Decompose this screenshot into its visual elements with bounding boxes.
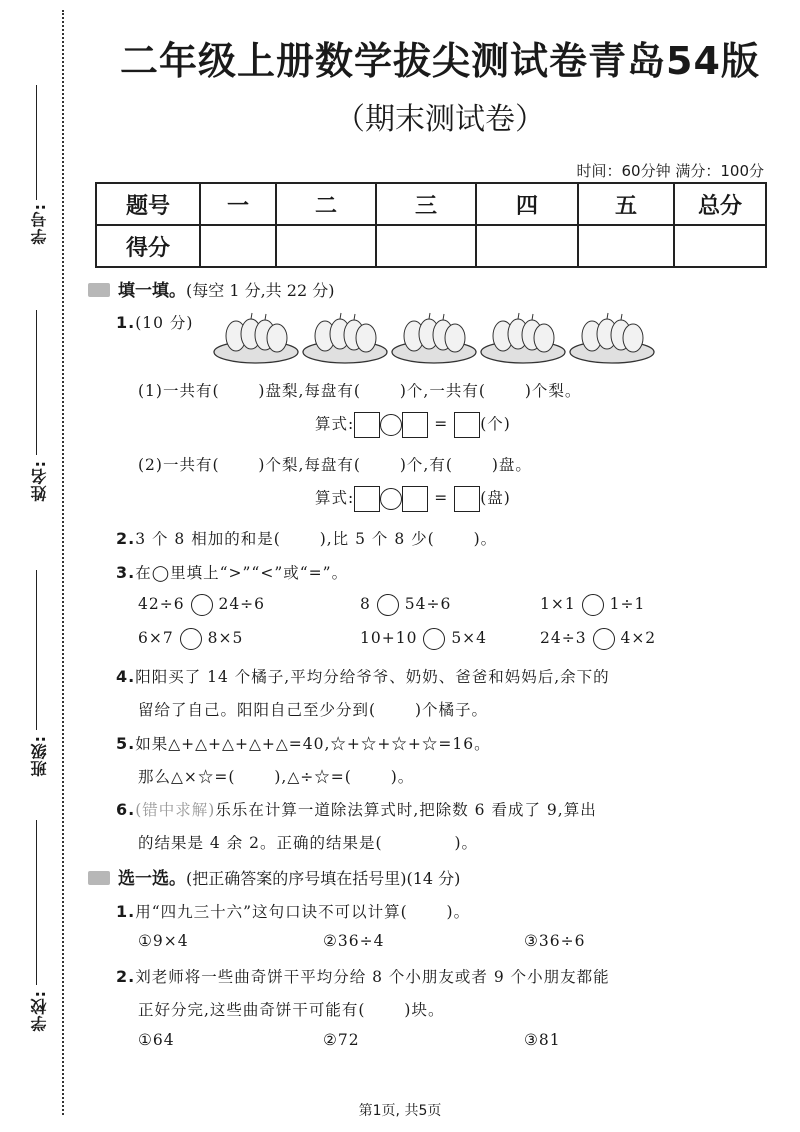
score-table-header-row xyxy=(96,183,766,225)
score-cell[interactable] xyxy=(674,225,766,267)
page-title: 二年级上册数学拔尖测试卷青岛54版 xyxy=(120,39,760,83)
q6 xyxy=(116,798,597,820)
class-line xyxy=(36,570,37,730)
s2-q2-line2: 正好分完,这些曲奇饼干可能有( )块。 xyxy=(138,1001,445,1019)
q4-line2: 留给了自己。阳阳自己至少分到( )个橘子。 xyxy=(138,701,489,719)
q6-line1: 乐乐在计算一道除法算式时,把除数 6 看成了 9,算出 xyxy=(215,801,597,819)
q3 xyxy=(116,561,348,583)
compare-left: 24÷3 xyxy=(540,629,587,647)
binding-strip xyxy=(0,0,75,1132)
formula-label: 算式: xyxy=(315,415,355,433)
score-row-label: 得分 xyxy=(96,225,200,267)
compare-circle[interactable] xyxy=(582,594,604,616)
score-cell[interactable] xyxy=(376,225,476,267)
q4-line1: 阳阳买了 14 个橘子,平均分给爷爷、奶奶、爸爸和妈妈后,余下的 xyxy=(135,668,610,686)
q3-text: 在◯里填上“>”“<”或“=”。 xyxy=(135,564,349,582)
q4-number: 4. xyxy=(116,667,136,686)
section-2-tag xyxy=(88,871,110,885)
q1-formula-1 xyxy=(315,412,511,438)
section-1-note: (每空 1 分,共 22 分) xyxy=(186,281,335,300)
section-1-title: 填一填。 xyxy=(118,281,186,301)
s2-q2-option[interactable]: ②72 xyxy=(323,1031,360,1049)
q2-text: 3 个 8 相加的和是( ),比 5 个 8 少( )。 xyxy=(135,530,498,548)
s2-q2-number: 2. xyxy=(116,967,136,986)
section-1-tag xyxy=(88,283,110,297)
section-2-heading xyxy=(88,864,460,889)
s2-q1-option[interactable]: ②36÷4 xyxy=(323,932,385,950)
q5-number: 5. xyxy=(116,734,136,753)
pear-plate-5 xyxy=(570,313,654,363)
score-cell[interactable] xyxy=(276,225,376,267)
student-id-line xyxy=(36,85,37,200)
pear-plate-4 xyxy=(481,313,565,363)
cut-line xyxy=(62,10,64,1115)
pear-plates-illustration xyxy=(213,308,658,368)
compare-right: 1÷1 xyxy=(609,595,646,613)
section-2-note: (把正确答案的序号填在括号里)(14 分) xyxy=(186,869,461,888)
compare-left: 1×1 xyxy=(540,595,576,613)
page-footer: 第1页, 共5页 xyxy=(358,1103,442,1119)
compare-left: 42÷6 xyxy=(138,595,185,613)
compare-circle[interactable] xyxy=(377,594,399,616)
name-line xyxy=(36,310,37,455)
student-id-label: 学号: xyxy=(30,203,49,245)
score-cell[interactable] xyxy=(578,225,674,267)
answer-box[interactable] xyxy=(454,486,480,512)
score-header-cell: 二 xyxy=(276,183,376,225)
operator-circle[interactable] xyxy=(380,488,402,510)
compare-item xyxy=(138,628,243,650)
score-header-cell: 一 xyxy=(200,183,276,225)
score-table-row xyxy=(96,225,766,267)
score-header-cell: 总分 xyxy=(674,183,766,225)
compare-item xyxy=(540,594,645,616)
pear-plate-1 xyxy=(214,313,298,363)
compare-right: 54÷6 xyxy=(404,595,452,613)
compare-circle[interactable] xyxy=(423,628,445,650)
answer-box[interactable] xyxy=(454,412,480,438)
q1-points: (10 分) xyxy=(135,314,194,332)
q2 xyxy=(116,527,497,549)
score-header-cell: 五 xyxy=(578,183,674,225)
q1-formula-2 xyxy=(315,486,511,512)
q1-part2-text: (2)一共有( )个梨,每盘有( )个,有( )盘。 xyxy=(138,456,532,474)
compare-left: 8 xyxy=(360,595,371,613)
q6-number: 6. xyxy=(116,800,136,819)
class-label: 班级: xyxy=(30,735,49,777)
compare-item xyxy=(540,628,656,650)
formula-label: 算式: xyxy=(315,489,355,507)
answer-box[interactable] xyxy=(402,412,428,438)
q6-line2: 的结果是 4 余 2。正确的结果是( )。 xyxy=(138,834,479,852)
s2-q1 xyxy=(116,900,470,922)
school-field[interactable] xyxy=(14,820,54,1040)
q4 xyxy=(116,665,610,687)
q5-line2: 那么△×☆=( ),△÷☆=( )。 xyxy=(138,768,415,786)
s2-q1-option[interactable]: ③36÷6 xyxy=(524,932,586,950)
school-label: 学校: xyxy=(30,990,49,1032)
score-cell[interactable] xyxy=(476,225,578,267)
s2-q2 xyxy=(116,965,610,987)
page-subtitle: （期末测试卷） xyxy=(335,102,545,137)
time-info: 时间：60分钟 满分：100分 xyxy=(576,162,764,180)
answer-box[interactable] xyxy=(354,486,380,512)
score-table xyxy=(95,182,767,268)
name-label: 姓名: xyxy=(30,460,49,502)
q5-line1: 如果△+△+△+△+△=40,☆+☆+☆+☆=16。 xyxy=(135,735,491,753)
compare-right: 8×5 xyxy=(207,629,244,647)
pear-plate-2 xyxy=(303,313,387,363)
compare-circle[interactable] xyxy=(180,628,202,650)
section-2-title: 选一选。 xyxy=(118,869,186,889)
compare-right: 24÷6 xyxy=(218,595,266,613)
q1-number: 1. xyxy=(116,313,136,332)
compare-circle[interactable] xyxy=(593,628,615,650)
s2-q1-number: 1. xyxy=(116,902,136,921)
compare-left: 6×7 xyxy=(138,629,174,647)
compare-right: 5×4 xyxy=(451,629,488,647)
s2-q1-option[interactable]: ①9×4 xyxy=(138,932,189,950)
q2-number: 2. xyxy=(116,529,136,548)
score-cell[interactable] xyxy=(200,225,276,267)
school-line xyxy=(36,820,37,985)
section-1-heading xyxy=(88,276,334,301)
student-id-field[interactable] xyxy=(14,85,54,275)
q1-header xyxy=(116,311,193,333)
score-header-cell: 题号 xyxy=(96,183,200,225)
q1-part1-text: (1)一共有( )盘梨,每盘有( )个,一共有( )个梨。 xyxy=(138,382,582,400)
s2-q2-line1: 刘老师将一些曲奇饼干平均分给 8 个小朋友或者 9 个小朋友都能 xyxy=(135,968,610,986)
equals-sign: = xyxy=(434,415,449,433)
compare-item xyxy=(360,628,487,650)
compare-right: 4×2 xyxy=(620,629,657,647)
s2-q2-option[interactable]: ③81 xyxy=(524,1031,561,1049)
compare-item xyxy=(138,594,265,616)
s2-q2-option[interactable]: ①64 xyxy=(138,1031,175,1049)
class-field[interactable] xyxy=(14,570,54,780)
q3-number: 3. xyxy=(116,563,136,582)
compare-left: 10+10 xyxy=(360,629,418,647)
q5 xyxy=(116,732,491,754)
equals-sign: = xyxy=(434,489,449,507)
compare-item xyxy=(360,594,451,616)
formula-unit: (个) xyxy=(480,415,511,433)
q6-tag: (错中求解) xyxy=(135,801,216,819)
answer-box[interactable] xyxy=(354,412,380,438)
pear-plate-3 xyxy=(392,313,476,363)
score-header-cell: 三 xyxy=(376,183,476,225)
compare-circle[interactable] xyxy=(191,594,213,616)
score-header-cell: 四 xyxy=(476,183,578,225)
s2-q1-text: 用“四九三十六”这句口诀不可以计算( )。 xyxy=(135,903,471,921)
answer-box[interactable] xyxy=(402,486,428,512)
formula-unit: (盘) xyxy=(480,489,511,507)
name-field[interactable] xyxy=(14,310,54,520)
operator-circle[interactable] xyxy=(380,414,402,436)
